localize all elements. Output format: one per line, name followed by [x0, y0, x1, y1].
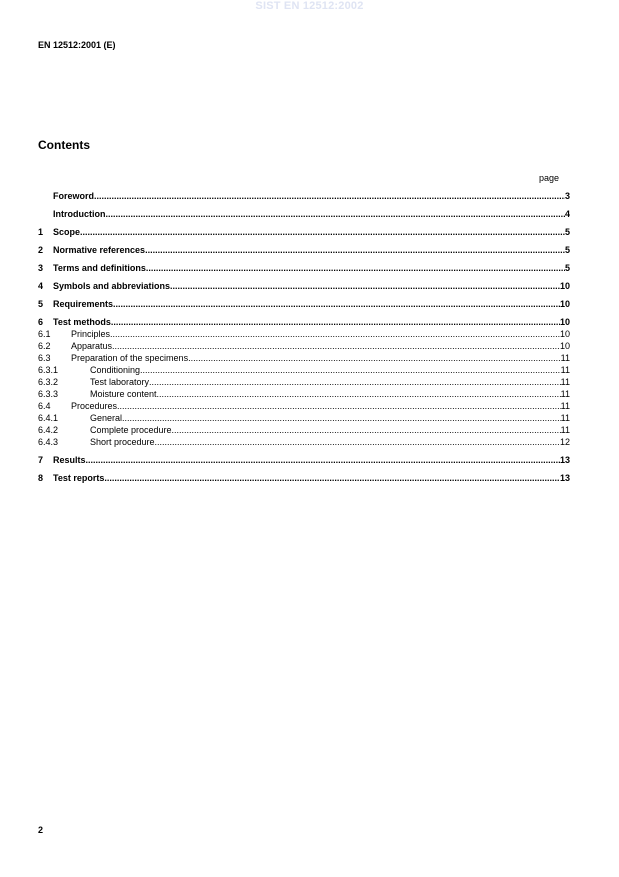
toc-entry-number: 6.1: [38, 329, 51, 339]
toc-entry-page: 10: [559, 341, 570, 351]
toc-leader-dots: [113, 298, 560, 310]
toc-entry-title: Preparation of the specimens: [71, 353, 189, 363]
toc-entry-page: 11: [560, 389, 570, 399]
toc-entry-page: 10: [559, 329, 570, 339]
toc-entry-title: Complete procedure: [90, 425, 172, 435]
toc-entry-page: 10: [559, 299, 570, 309]
toc-entry-title: Conditioning: [90, 365, 141, 375]
toc-entry-page: 3: [564, 191, 570, 201]
toc-entry-page: 10: [559, 281, 570, 291]
toc-entry-page: 13: [559, 473, 570, 483]
toc-entry-page: 11: [560, 353, 570, 363]
toc-entry[interactable]: [38, 226, 570, 238]
toc-entry[interactable]: [38, 298, 570, 310]
toc-entry-number: 6.3.2: [38, 377, 59, 387]
toc-entry-page: 4: [564, 209, 570, 219]
toc-leader-dots: [117, 400, 561, 412]
toc-entry-number: 6.3: [38, 353, 51, 363]
toc-leader-dots: [145, 244, 565, 256]
toc-entry-title: Short procedure: [90, 437, 155, 447]
toc-leader-dots: [170, 280, 560, 292]
toc-entry-title: Test reports: [53, 473, 105, 483]
toc-leader-dots: [80, 226, 565, 238]
toc-entry-title: Test laboratory: [90, 377, 150, 387]
toc-entry-page: 11: [560, 377, 570, 387]
toc-entry[interactable]: [38, 400, 570, 412]
toc-entry[interactable]: [38, 280, 570, 292]
toc-entry-number: 6.2: [38, 341, 51, 351]
toc-entry-number: 2: [38, 245, 44, 255]
toc-leader-dots: [106, 208, 565, 220]
toc-leader-dots: [86, 454, 560, 466]
toc-entry-title: Terms and definitions: [53, 263, 146, 273]
toc-entry[interactable]: [38, 340, 570, 352]
footer-page-number: 2: [38, 825, 44, 835]
toc-leader-dots: [172, 424, 561, 436]
toc-entry[interactable]: [38, 262, 570, 274]
watermark: SIST EN 12512:2002: [255, 0, 364, 12]
table-of-contents: [38, 190, 570, 484]
toc-entry[interactable]: [38, 190, 570, 202]
toc-entry-number: 6.4.2: [38, 425, 59, 435]
toc-entry-title: Procedures: [71, 401, 118, 411]
toc-entry[interactable]: [38, 388, 570, 400]
toc-entry-number: 6.4: [38, 401, 51, 411]
toc-entry-number: 7: [38, 455, 44, 465]
toc-entry-title: Introduction: [53, 209, 106, 219]
toc-entry-number: 4: [38, 281, 44, 291]
toc-entry-page: 13: [559, 455, 570, 465]
toc-entry-title: Results: [53, 455, 86, 465]
toc-entry-number: 1: [38, 227, 44, 237]
toc-entry[interactable]: [38, 472, 570, 484]
toc-entry-number: 6: [38, 317, 44, 327]
toc-entry-page: 5: [564, 227, 570, 237]
toc-leader-dots: [122, 412, 561, 424]
toc-entry-number: 6.3.1: [38, 365, 59, 375]
toc-entry-number: 5: [38, 299, 44, 309]
toc-entry-page: 12: [559, 437, 570, 447]
toc-entry-number: 6.4.1: [38, 413, 59, 423]
toc-leader-dots: [155, 436, 560, 448]
document-id: EN 12512:2001 (E): [38, 40, 116, 50]
toc-entry[interactable]: [38, 376, 570, 388]
toc-entry-title: Apparatus: [71, 341, 113, 351]
toc-leader-dots: [94, 190, 565, 202]
toc-entry[interactable]: [38, 424, 570, 436]
toc-entry[interactable]: [38, 208, 570, 220]
toc-leader-dots: [188, 352, 561, 364]
toc-leader-dots: [157, 388, 561, 400]
toc-entry-title: Scope: [53, 227, 81, 237]
toc-entry-title: Normative references: [53, 245, 146, 255]
toc-entry-page: 11: [560, 365, 570, 375]
toc-entry-title: Principles: [71, 329, 111, 339]
toc-entry-number: 6.4.3: [38, 437, 59, 447]
toc-entry-page: 11: [560, 401, 570, 411]
toc-entry-title: General: [90, 413, 123, 423]
toc-entry-title: Test methods: [53, 317, 111, 327]
toc-entry-title: Moisture content: [90, 389, 157, 399]
toc-entry-page: 5: [564, 245, 570, 255]
toc-entry-title: Foreword: [53, 191, 95, 201]
toc-leader-dots: [140, 364, 561, 376]
toc-entry[interactable]: [38, 364, 570, 376]
page-title: Contents: [38, 138, 90, 152]
toc-entry[interactable]: [38, 436, 570, 448]
toc-entry[interactable]: [38, 412, 570, 424]
toc-entry-page: 10: [559, 317, 570, 327]
toc-entry-number: 3: [38, 263, 44, 273]
toc-entry-title: Requirements: [53, 299, 114, 309]
toc-entry[interactable]: [38, 328, 570, 340]
toc-leader-dots: [111, 316, 560, 328]
toc-entry[interactable]: [38, 316, 570, 328]
toc-leader-dots: [112, 340, 560, 352]
toc-leader-dots: [146, 262, 565, 274]
toc-leader-dots: [149, 376, 561, 388]
toc-entry-page: 11: [560, 413, 570, 423]
toc-entry-page: 11: [560, 425, 570, 435]
toc-entry[interactable]: [38, 352, 570, 364]
page-column-label: page: [539, 173, 560, 183]
toc-entry[interactable]: [38, 244, 570, 256]
toc-entry[interactable]: [38, 454, 570, 466]
toc-entry-title: Symbols and abbreviations: [53, 281, 171, 291]
toc-entry-number: 8: [38, 473, 44, 483]
toc-entry-number: 6.3.3: [38, 389, 59, 399]
toc-leader-dots: [110, 328, 560, 340]
toc-entry-page: 5: [564, 263, 570, 273]
toc-leader-dots: [104, 472, 560, 484]
